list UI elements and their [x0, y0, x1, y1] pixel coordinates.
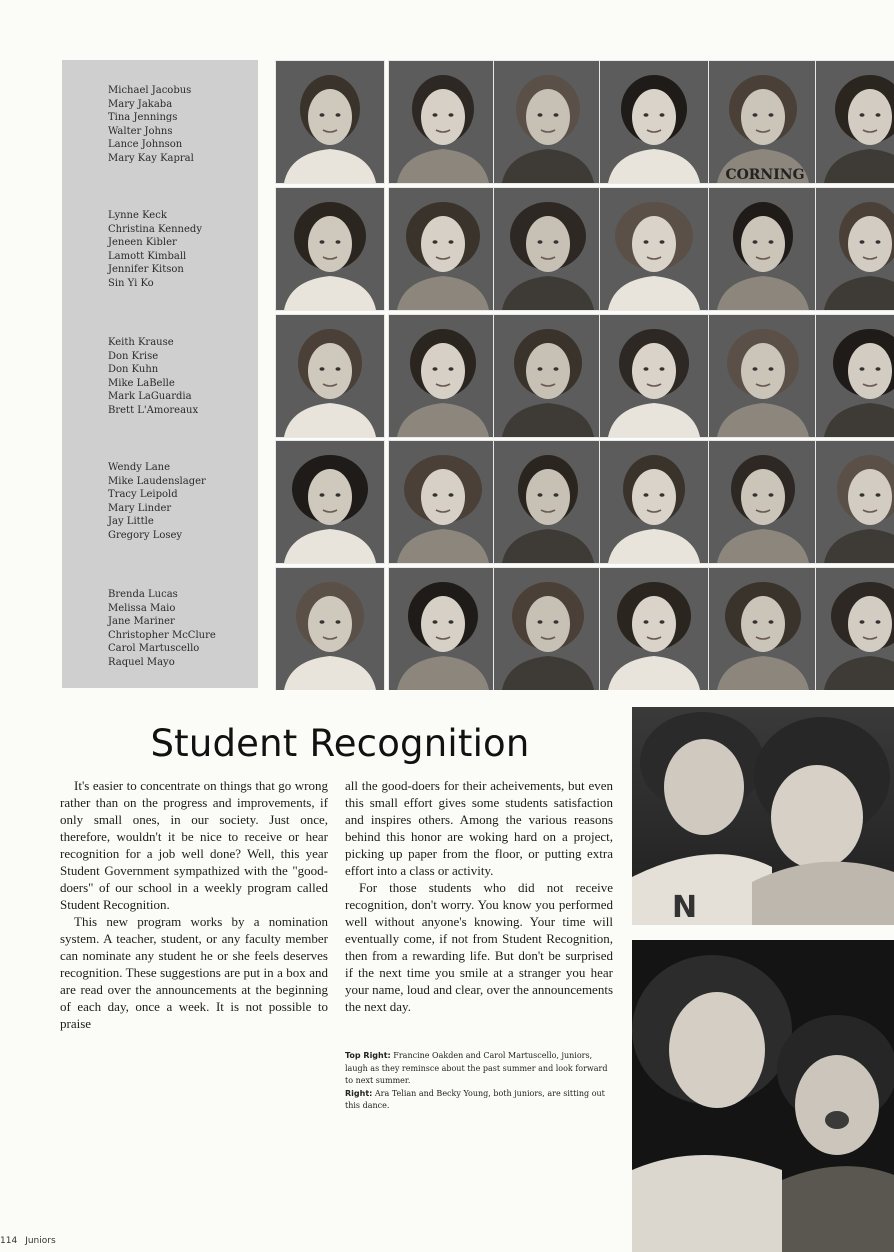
photo-captions [345, 1050, 615, 1113]
student-portrait [493, 440, 603, 564]
student-portrait [599, 567, 709, 690]
student-name: Raquel Mayo [108, 656, 175, 668]
student-portrait [275, 187, 385, 311]
article-paragraph: all the good-doers for their acheivements, but even this small effort gives some students satisfaction and inspires others. Among the various reasons behind this honor are woking hard on a project, picking up paper from the floor, or putting extra effort into a class or activity. [345, 778, 613, 878]
student-name: Mary Kay Kapral [108, 152, 194, 164]
student-portrait [708, 314, 818, 438]
student-name: Tracy Leipold [108, 489, 178, 501]
svg-text:N: N [672, 890, 698, 925]
candid-photo-right [632, 940, 894, 1252]
student-portrait [388, 187, 498, 311]
student-name: Lynne Keck [108, 210, 167, 221]
student-name: Melissa Maio [108, 602, 176, 614]
caption-right: Right: Ara Telian and Becky Young, both juniors, are sitting out this dance. [345, 1088, 605, 1110]
article-title: Student Recognition [150, 722, 530, 765]
student-portrait [708, 440, 818, 564]
student-name: Michael Jacobus [108, 85, 192, 96]
student-name: Mike Laudenslager [108, 475, 206, 487]
student-portrait [388, 567, 498, 690]
student-portrait [599, 187, 709, 311]
student-portrait [275, 567, 385, 690]
article-paragraph: It's easier to concentrate on things that go wrong rather than on the progress and improvements, if only small ones, in our society. Just once, therefore, wouldn't it be nice to receive or hear recognition for a job well done? Well, this year Student Government sympathized with the "good-doers" of our school in a weekly program called Student Recognition. [60, 778, 328, 912]
student-name: Don Kuhn [108, 364, 159, 376]
student-portrait [708, 60, 818, 184]
sweater-text: CORNING [725, 167, 805, 183]
name-group [108, 336, 258, 418]
student-name: Walter Johns [108, 125, 173, 137]
student-portrait [493, 187, 603, 311]
student-name: Christina Kennedy [108, 223, 202, 235]
student-portrait [708, 187, 818, 311]
article-column-left [60, 777, 328, 1032]
student-portrait [599, 60, 709, 184]
student-name: Jane Mariner [108, 616, 175, 628]
portrait-grid [272, 60, 894, 690]
student-portrait [815, 314, 894, 438]
student-name: Carol Martuscello [108, 643, 200, 655]
student-name: Mike LaBelle [108, 377, 175, 389]
student-portrait [599, 440, 709, 564]
article-paragraph: For those students who did not receive recognition, don't worry. You know you performed well without anyone's knowing. Your time will eventually come, if not from Student Recognition, then from a rewarding life. But don't be surprised if the next time you smile at a stranger you hear your name, loud and clear, over the announcements the next day. [345, 880, 613, 1014]
student-portrait [388, 440, 498, 564]
caption-top-right: Top Right: Francine Oakden and Carol Martuscello, juniors, laugh as they reminsce about the past summer and look forward to next summer. [345, 1051, 608, 1085]
student-name: Mark LaGuardia [108, 391, 192, 403]
page-number: 114 [0, 1236, 18, 1246]
name-group [108, 84, 258, 166]
student-name: Keith Krause [108, 337, 174, 348]
student-portrait [275, 314, 385, 438]
student-name: Lamott Kimball [108, 250, 187, 262]
section-label: Juniors [25, 1236, 56, 1246]
name-group [108, 461, 258, 543]
student-name: Jay Little [108, 516, 154, 528]
student-portrait [275, 440, 385, 564]
student-name: Don Krise [108, 350, 159, 362]
student-portrait [815, 187, 894, 311]
student-portrait [599, 314, 709, 438]
student-portrait [388, 314, 498, 438]
student-portrait [493, 60, 603, 184]
student-portrait [493, 567, 603, 690]
student-name: Sin Yi Ko [108, 277, 154, 289]
student-portrait [815, 60, 894, 184]
article-paragraph: This new program works by a nomination system. A teacher, student, or any faculty member can nominate any student he or she feels deserves recognition. These suggestions are put in a box and are read over the announcements at the beginning of each day, once a week. It is not possible to praise [60, 914, 328, 1031]
article-column-right [345, 777, 613, 1015]
student-name: Mary Jakaba [108, 98, 173, 110]
student-portrait [815, 440, 894, 564]
student-name: Jeneen Kibler [108, 237, 177, 249]
names-panel [62, 60, 258, 688]
student-name: Tina Jennings [108, 112, 178, 124]
name-group [108, 588, 258, 670]
student-name: Brenda Lucas [108, 589, 178, 600]
student-name: Gregory Losey [108, 529, 183, 541]
candid-photo-top-right [632, 707, 894, 925]
student-name: Brett L'Amoreaux [108, 404, 199, 416]
name-group [108, 209, 258, 291]
student-name: Mary Linder [108, 502, 172, 514]
student-name: Christopher McClure [108, 629, 216, 641]
student-portrait [815, 567, 894, 690]
student-portrait [493, 314, 603, 438]
student-portrait [275, 60, 385, 184]
student-portrait [388, 60, 498, 184]
page-folio [0, 1236, 64, 1246]
student-portrait [708, 567, 818, 690]
student-name: Lance Johnson [108, 139, 183, 151]
student-name: Jennifer Kitson [108, 264, 184, 276]
student-name: Wendy Lane [108, 462, 171, 473]
